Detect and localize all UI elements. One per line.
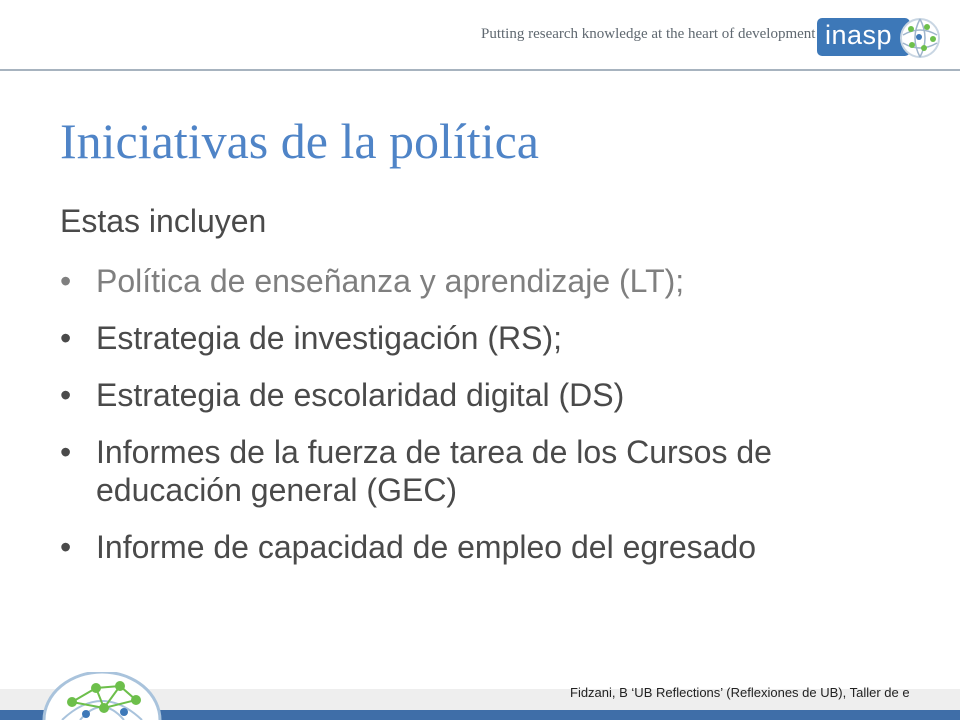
inasp-logo-text: inasp: [825, 20, 893, 50]
bullet-text: Estrategia de escolaridad digital (DS): [96, 377, 625, 413]
bullet-dot-icon: •: [60, 434, 72, 470]
slide-title: Iniciativas de la política: [60, 113, 539, 169]
bullet-list: [60, 262, 900, 585]
bullet-dot-icon: •: [60, 377, 72, 413]
bullet-text: Informes de la fuerza de tarea de los Cursos de educación general (GEC): [96, 434, 772, 508]
header-divider: [0, 69, 960, 71]
bullet-dot-icon: •: [60, 263, 72, 299]
bullet-text: Informe de capacidad de empleo del egresado: [96, 529, 756, 565]
footer-citation: Fidzani, B ‘UB Reflections’ (Reflexiones de UB), Taller de e: [570, 685, 910, 700]
header-tagline: Putting research knowledge at the heart of development: [481, 26, 816, 42]
slide-intro: Estas incluyen: [60, 203, 267, 239]
bullet-item: [60, 528, 900, 566]
bullet-dot-icon: •: [60, 320, 72, 356]
bullet-item: [60, 433, 900, 509]
bullet-text: Estrategia de investigación (RS);: [96, 320, 562, 356]
bullet-item: [60, 376, 900, 414]
bullet-text: Política de enseñanza y aprendizaje (LT);: [96, 263, 685, 299]
globe-network-icon: [40, 672, 164, 720]
bullet-dot-icon: •: [60, 529, 72, 565]
globe-network-icon: [897, 15, 943, 61]
bullet-item: [60, 319, 900, 357]
bullet-item: [60, 262, 900, 300]
